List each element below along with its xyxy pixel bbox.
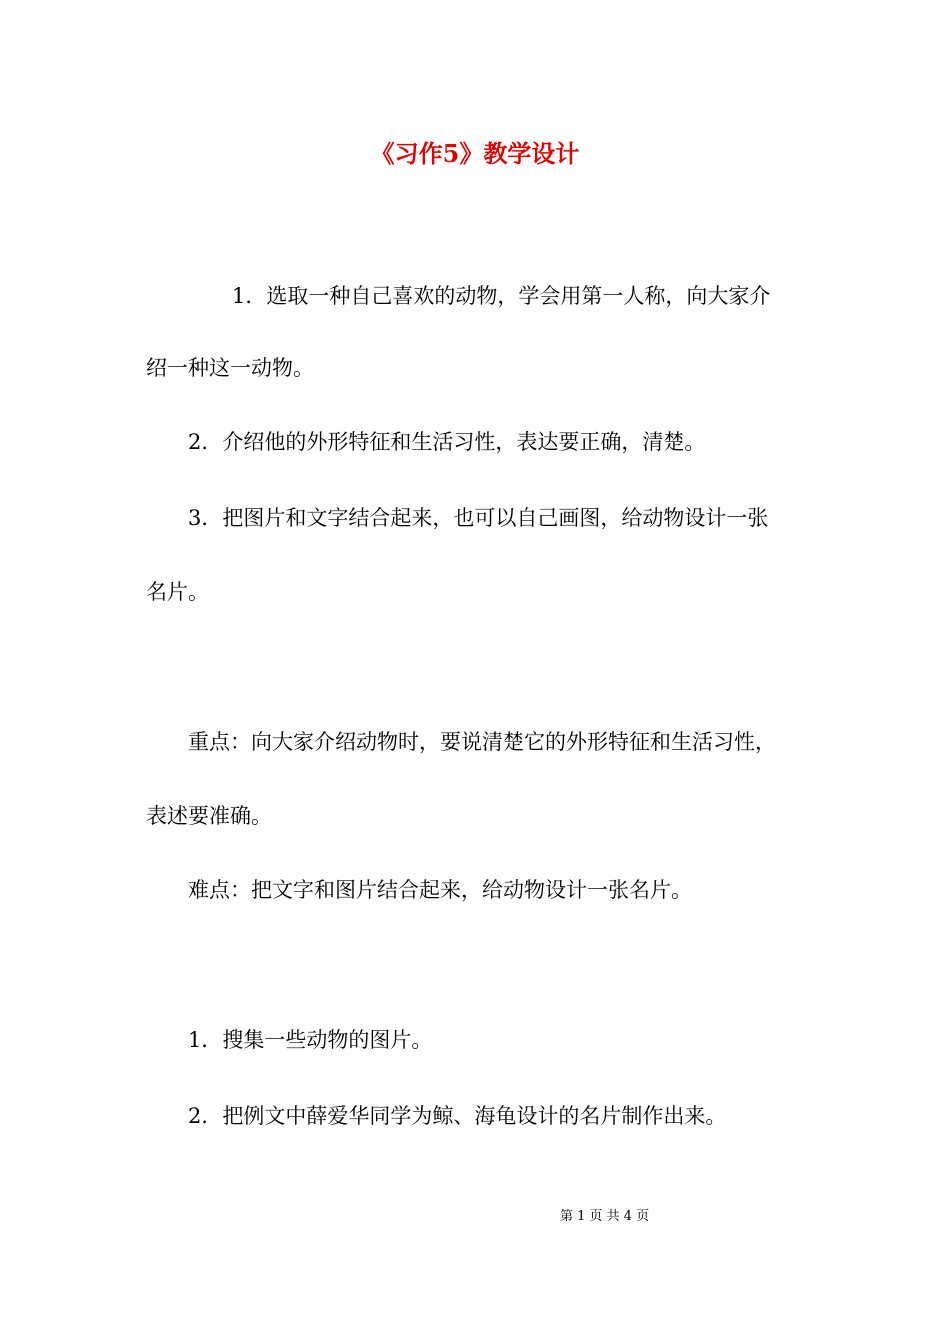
objective-2: 2．介绍他的外形特征和生活习性，表达要正确，清楚。 [188, 430, 706, 454]
difficult-point: 难点：把文字和图片结合起来，给动物设计一张名片。 [188, 878, 692, 902]
key-point-line-2: 表述要准确。 [146, 804, 272, 828]
page-footer: 第 1 页 共 4 页 [560, 1209, 650, 1224]
key-point-line-1: 重点：向大家介绍动物时，要说清楚它的外形特征和生活习性， [188, 730, 776, 754]
objective-1-line-1: 1．选取一种自己喜欢的动物，学会用第一人称，向大家介 [232, 284, 771, 308]
preparation-2: 2．把例文中薛爱华同学为鲸、海龟设计的名片制作出来。 [188, 1104, 727, 1128]
preparation-1: 1．搜集一些动物的图片。 [188, 1028, 433, 1052]
objective-3-line-1: 3．把图片和文字结合起来，也可以自己画图，给动物设计一张 [188, 506, 769, 530]
document-title: 《习作5》教学设计 [370, 139, 580, 168]
objective-1-line-2: 绍一种这一动物。 [146, 356, 314, 380]
objective-3-line-2: 名片。 [146, 580, 209, 604]
